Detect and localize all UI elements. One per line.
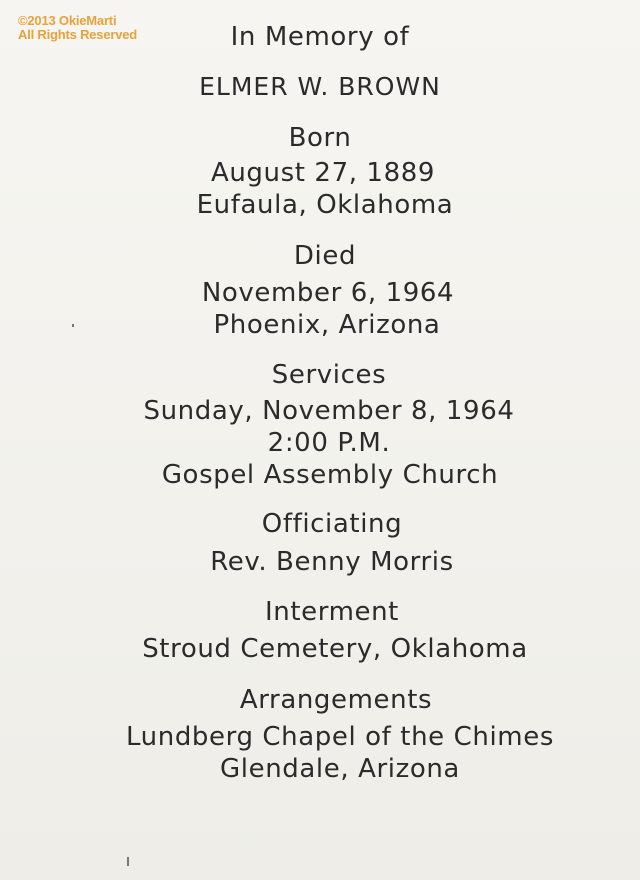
born-date: August 27, 1889 xyxy=(210,158,436,188)
died-date: November 6, 1964 xyxy=(201,278,455,308)
arrangements-heading: Arrangements xyxy=(239,685,433,715)
died-heading: Died xyxy=(293,241,357,271)
deceased-name: ELMER W. BROWN xyxy=(199,72,441,101)
services-date: Sunday, November 8, 1964 xyxy=(143,396,515,426)
born-heading: Born xyxy=(288,123,352,153)
died-place: Phoenix, Arizona xyxy=(213,310,441,340)
services-heading: Services xyxy=(271,360,387,390)
watermark-line-1: ©2013 OkieMarti xyxy=(18,13,117,28)
paper-speck xyxy=(72,324,74,327)
interment-place: Stroud Cemetery, Oklahoma xyxy=(142,634,528,664)
born-place: Eufaula, Oklahoma xyxy=(196,190,454,220)
interment-heading: Interment xyxy=(265,597,399,627)
services-place: Gospel Assembly Church xyxy=(161,460,499,490)
intro-text: In Memory of xyxy=(230,22,410,52)
arrangements-place: Glendale, Arizona xyxy=(220,754,460,784)
watermark-line-2: All Rights Reserved xyxy=(18,27,138,42)
officiating-name: Rev. Benny Morris xyxy=(210,547,454,577)
arrangements-name: Lundberg Chapel of the Chimes xyxy=(126,722,554,752)
officiating-heading: Officiating xyxy=(261,509,403,539)
paper-speck xyxy=(127,857,129,866)
services-time: 2:00 P.M. xyxy=(267,428,391,458)
